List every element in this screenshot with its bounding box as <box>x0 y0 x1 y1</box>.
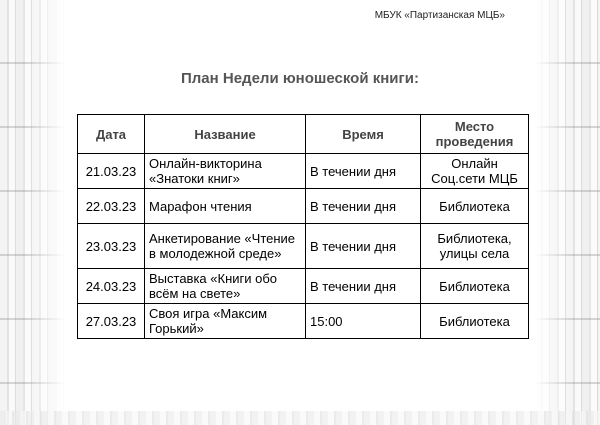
cell-place: Библиотека, улицы села <box>421 224 529 269</box>
column-header-date: Дата <box>78 115 145 154</box>
table-header-row <box>78 115 529 154</box>
column-header-time: Время <box>306 115 421 154</box>
cell-time: В течении дня <box>306 189 421 224</box>
page-title: План Недели юношеской книги: <box>181 70 419 87</box>
events-table <box>77 114 529 339</box>
table-row <box>78 304 529 339</box>
table-row <box>78 269 529 304</box>
cell-time: В течении дня <box>306 224 421 269</box>
cell-date: 22.03.23 <box>78 189 145 224</box>
cell-date: 21.03.23 <box>78 154 145 189</box>
table-row <box>78 224 529 269</box>
cell-name: Своя игра «Максим Горький» <box>145 304 306 339</box>
cell-date: 27.03.23 <box>78 304 145 339</box>
bookshelf-bottom-decoration <box>0 411 600 425</box>
table-row <box>78 189 529 224</box>
cell-name: Выставка «Книги обо всём на свете» <box>145 269 306 304</box>
cell-place: Онлайн Соц.сети МЦБ <box>421 154 529 189</box>
cell-place: Библиотека <box>421 189 529 224</box>
cell-place: Библиотека <box>421 304 529 339</box>
cell-time: В течении дня <box>306 269 421 304</box>
table-row <box>78 154 529 189</box>
column-header-place: Место проведения <box>421 115 529 154</box>
bookshelf-right-decoration <box>534 0 600 425</box>
cell-name: Марафон чтения <box>145 189 306 224</box>
cell-name: Онлайн-викторина «Знатоки книг» <box>145 154 306 189</box>
cell-place: Библиотека <box>421 269 529 304</box>
cell-time: В течении дня <box>306 154 421 189</box>
cell-date: 23.03.23 <box>78 224 145 269</box>
column-header-name: Название <box>145 115 306 154</box>
cell-time: 15:00 <box>306 304 421 339</box>
cell-date: 24.03.23 <box>78 269 145 304</box>
cell-name: Анкетирование «Чтение в молодежной среде» <box>145 224 306 269</box>
bookshelf-left-decoration <box>0 0 66 425</box>
organization-name: МБУК «Партизанская МЦБ» <box>374 10 505 21</box>
